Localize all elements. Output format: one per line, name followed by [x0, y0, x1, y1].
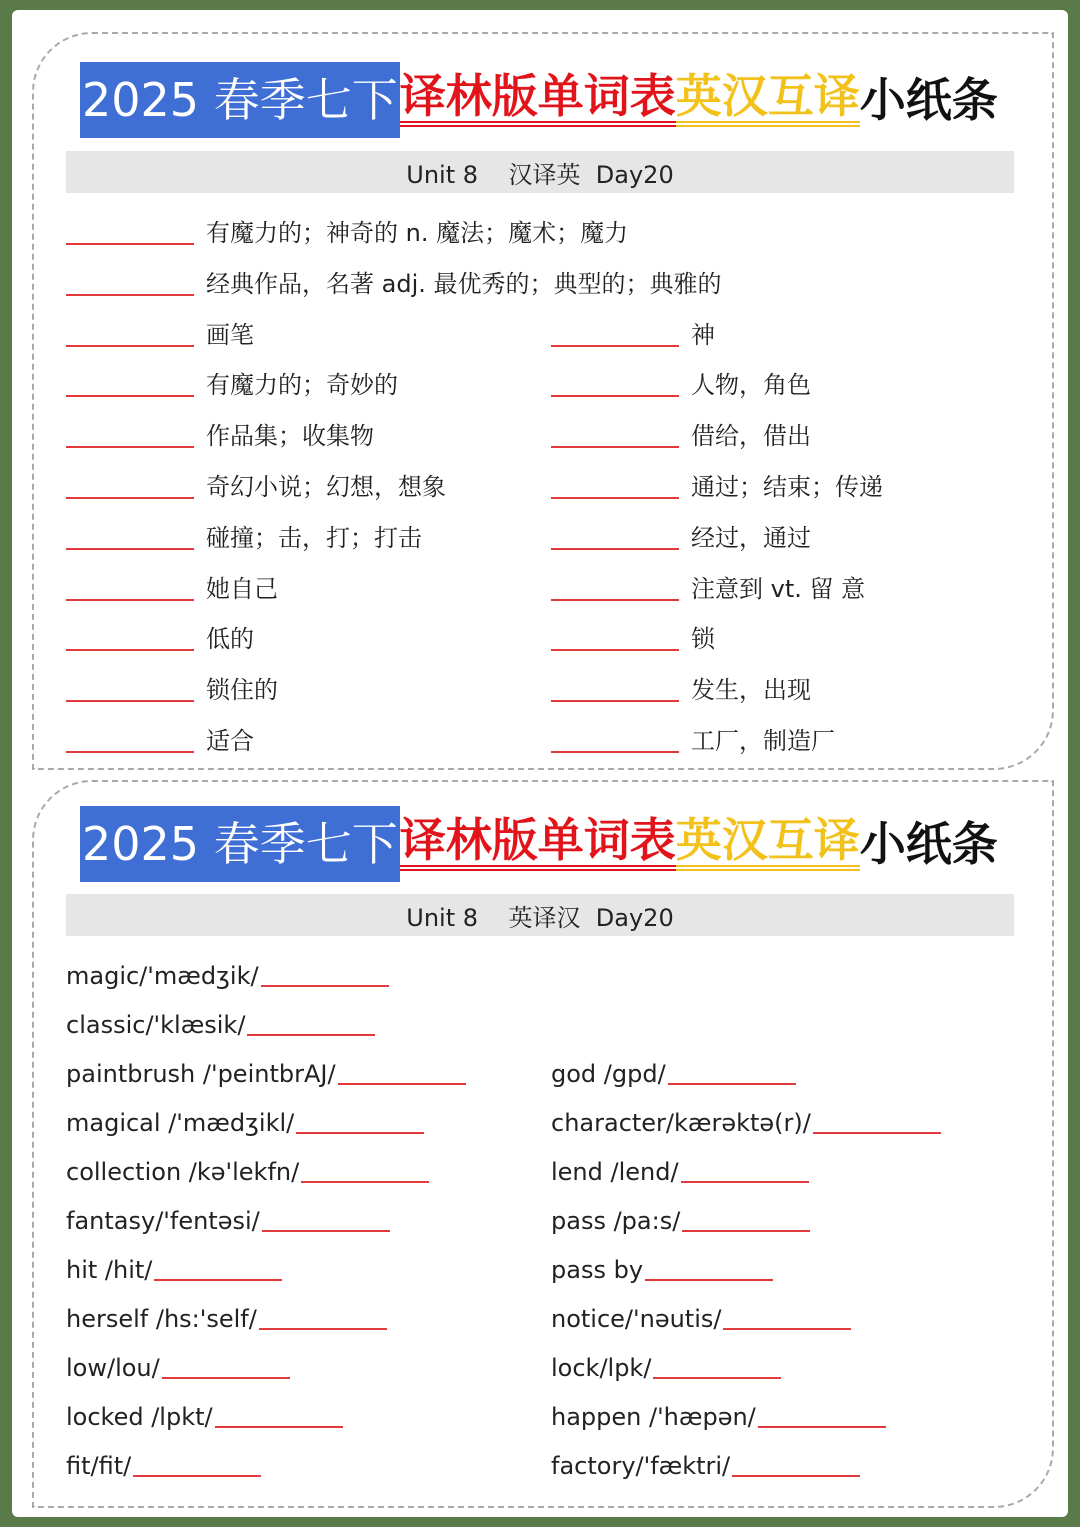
title-year-segment: 2025 春季七下	[80, 806, 400, 882]
vocab-row	[66, 216, 628, 248]
vocab-row	[66, 1399, 343, 1431]
vocab-row	[551, 622, 715, 654]
answer-blank[interactable]	[66, 497, 194, 499]
vocab-meaning: 工厂，制造厂	[691, 727, 835, 755]
answer-blank[interactable]	[66, 345, 194, 347]
answer-blank[interactable]	[215, 1426, 343, 1428]
vocab-meaning: 通过；结束；传递	[691, 473, 883, 501]
vocab-meaning: 发生，出现	[691, 676, 811, 705]
vocab-meaning: 经过，通过	[691, 523, 811, 552]
vocab-row	[551, 1203, 810, 1235]
answer-blank[interactable]	[247, 1034, 375, 1036]
answer-blank[interactable]	[261, 985, 389, 987]
vocab-word: lend /lend/	[551, 1158, 679, 1186]
vocab-meaning: 画笔	[206, 320, 254, 349]
vocab-meaning: 锁	[691, 625, 715, 654]
answer-blank[interactable]	[262, 1230, 390, 1232]
vocab-word: factory/'fæktri/	[551, 1452, 731, 1480]
vocab-word: fantasy/'fentəsi/	[66, 1207, 260, 1235]
answer-blank[interactable]	[732, 1475, 860, 1477]
vocab-row	[66, 521, 422, 553]
answer-blank[interactable]	[66, 395, 194, 397]
answer-blank[interactable]	[338, 1083, 466, 1085]
answer-blank[interactable]	[154, 1279, 282, 1281]
vocab-row	[551, 470, 883, 502]
vocab-word: magic/'mædʒik/	[66, 962, 259, 990]
vocab-row	[551, 572, 865, 604]
vocab-row	[66, 572, 278, 604]
answer-blank[interactable]	[66, 548, 194, 550]
vocab-row	[66, 1301, 387, 1333]
vocab-meaning: 适合	[206, 727, 254, 755]
answer-blank[interactable]	[645, 1279, 773, 1281]
vocab-word: collection /kə'lekfn/	[66, 1158, 300, 1186]
answer-blank[interactable]	[668, 1083, 796, 1085]
vocab-meaning: 注意到 vt. 留 意	[691, 574, 866, 603]
vocab-row	[66, 673, 278, 705]
section-header-1: Unit 8 汉译英 Day20	[66, 151, 1014, 193]
answer-blank[interactable]	[681, 1181, 809, 1183]
vocab-row	[551, 419, 811, 451]
vocab-row	[551, 1350, 781, 1382]
answer-blank[interactable]	[66, 751, 194, 753]
vocab-row	[66, 470, 446, 502]
vocab-word: lock/lpk/	[551, 1354, 652, 1382]
vocab-meaning: 她自己	[206, 574, 278, 603]
page-title-1	[80, 62, 998, 138]
title-year-segment: 2025 春季七下	[80, 62, 400, 138]
vocab-word: magical /'mædʒikl/	[66, 1109, 295, 1137]
answer-blank[interactable]	[813, 1132, 941, 1134]
answer-blank[interactable]	[551, 649, 679, 651]
vocab-meaning: 人物，角色	[691, 371, 811, 400]
vocab-row	[551, 1154, 809, 1186]
vocab-row	[66, 267, 722, 299]
answer-blank[interactable]	[66, 243, 194, 245]
vocab-meaning: 碰撞；击，打；打击	[206, 523, 422, 552]
vocab-word: fit/fit/	[66, 1452, 132, 1480]
vocab-row	[66, 419, 374, 451]
answer-blank[interactable]	[66, 294, 194, 296]
answer-blank[interactable]	[758, 1426, 886, 1428]
vocab-row	[66, 1203, 390, 1235]
vocab-meaning: 有魔力的；神奇的 n. 魔法；魔术；魔力	[206, 219, 629, 247]
vocab-row	[66, 368, 398, 400]
answer-blank[interactable]	[66, 649, 194, 651]
answer-blank[interactable]	[551, 497, 679, 499]
vocab-row	[66, 1056, 466, 1088]
vocab-row	[551, 1056, 796, 1088]
answer-blank[interactable]	[551, 599, 679, 601]
title-edition-segment: 译林版单词表	[400, 73, 676, 127]
vocab-meaning: 神	[691, 320, 715, 349]
vocab-row	[551, 1252, 773, 1284]
section-header-2: Unit 8 英译汉 Day20	[66, 894, 1014, 936]
vocab-word: low/lou/	[66, 1354, 160, 1382]
vocab-row	[551, 673, 811, 705]
vocab-meaning: 作品集；收集物	[206, 422, 374, 451]
answer-blank[interactable]	[66, 599, 194, 601]
card-chinese-to-english	[32, 32, 1054, 770]
vocab-row	[66, 1448, 261, 1480]
vocab-word: herself /hs:'self/	[66, 1305, 257, 1333]
answer-blank[interactable]	[682, 1230, 810, 1232]
answer-blank[interactable]	[551, 395, 679, 397]
vocab-row	[66, 1252, 282, 1284]
vocab-word: classic/'klæsik/	[66, 1011, 246, 1039]
vocab-word: notice/'nəutis/	[551, 1305, 722, 1333]
vocab-row	[551, 521, 811, 553]
vocab-row	[66, 958, 389, 990]
vocab-word: character/kærəktə(r)/	[551, 1109, 811, 1137]
answer-blank[interactable]	[551, 700, 679, 702]
answer-blank[interactable]	[723, 1328, 851, 1330]
vocab-word: god /gpd/	[551, 1060, 666, 1088]
vocab-word: hit /hit/	[66, 1256, 153, 1284]
vocab-row	[66, 1350, 290, 1382]
answer-blank[interactable]	[551, 446, 679, 448]
title-translate-segment: 英汉互译	[676, 817, 860, 871]
vocab-word: pass by	[551, 1256, 644, 1284]
title-note-segment: 小纸条	[859, 817, 998, 871]
vocab-row	[551, 724, 835, 756]
vocab-meaning: 低的	[206, 625, 254, 654]
vocab-row	[551, 318, 715, 350]
vocab-row	[66, 724, 254, 756]
vocab-word: paintbrush /'peintbrAJ/	[66, 1060, 336, 1088]
vocab-row	[551, 1399, 886, 1431]
vocab-meaning: 奇幻小说；幻想，想象	[206, 473, 446, 501]
vocab-word: happen /'hæpən/	[551, 1403, 756, 1431]
vocab-word: pass /pa:s/	[551, 1207, 681, 1235]
answer-blank[interactable]	[133, 1475, 261, 1477]
answer-blank[interactable]	[551, 345, 679, 347]
vocab-row	[66, 1007, 375, 1039]
answer-blank[interactable]	[551, 751, 679, 753]
answer-blank[interactable]	[162, 1377, 290, 1379]
title-translate-segment: 英汉互译	[676, 73, 860, 127]
title-note-segment: 小纸条	[859, 73, 998, 127]
vocab-row	[66, 622, 254, 654]
answer-blank[interactable]	[66, 700, 194, 702]
answer-blank[interactable]	[66, 446, 194, 448]
vocab-row	[66, 1105, 424, 1137]
vocab-meaning: 有魔力的；奇妙的	[206, 371, 398, 400]
vocab-row	[551, 1301, 851, 1333]
vocab-row	[66, 318, 254, 350]
vocab-word: locked /lpkt/	[66, 1403, 213, 1431]
vocab-meaning: 经典作品，名著 adj. 最优秀的；典型的；典雅的	[206, 269, 722, 298]
vocab-meaning: 锁住的	[206, 676, 278, 705]
answer-blank[interactable]	[301, 1181, 429, 1183]
vocab-row	[551, 1105, 941, 1137]
answer-blank[interactable]	[259, 1328, 387, 1330]
answer-blank[interactable]	[653, 1377, 781, 1379]
answer-blank[interactable]	[551, 548, 679, 550]
vocab-row	[551, 368, 811, 400]
title-edition-segment: 译林版单词表	[400, 817, 676, 871]
page-title-2	[80, 806, 998, 882]
vocab-meaning: 借给，借出	[691, 422, 811, 451]
vocab-row	[66, 1154, 429, 1186]
vocab-row	[551, 1448, 860, 1480]
answer-blank[interactable]	[296, 1132, 424, 1134]
